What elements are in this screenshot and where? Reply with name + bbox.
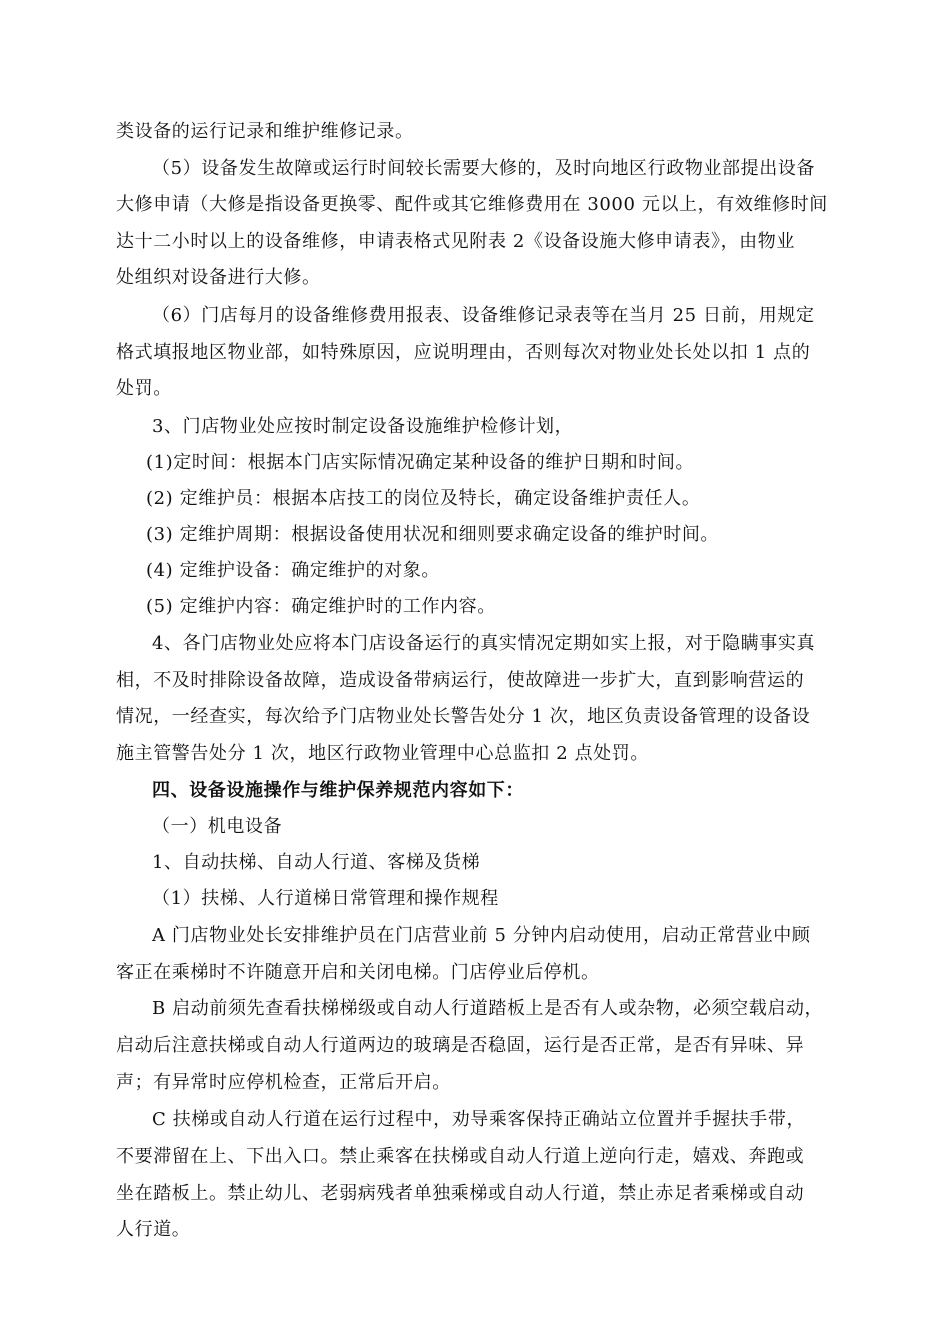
list-item: (2) 定维护员：根据本店技工的岗位及特长，确定设备维护责任人。	[146, 488, 701, 509]
list-item: (1)定时间：根据本门店实际情况确定某种设备的维护日期和时间。	[146, 452, 695, 473]
section-title: 四、设备设施操作与维护保养规范内容如下：	[152, 780, 524, 801]
text-line: 坐在踏板上。禁止幼儿、老弱病残者单独乘梯或自动人行道，禁止赤足者乘梯或自动	[116, 1183, 805, 1204]
list-item: (3) 定维护周期：根据设备使用状况和细则要求确定设备的维护时间。	[146, 524, 720, 545]
section-heading: 3、门店物业处应按时制定设备设施维护检修计划，	[152, 416, 574, 437]
text-line: 大修申请（大修是指设备更换零、配件或其它维修费用在 3000 元以上，有效维修时间	[116, 194, 828, 215]
text-line: 相，不及时排除设备故障，造成设备带病运行，使故障进一步扩大，直到影响营运的	[116, 670, 805, 691]
text-line: 达十二小时以上的设备维修，申请表格式见附表 2《设备设施大修申请表》，由物业	[116, 231, 795, 252]
text-line: 处罚。	[116, 378, 172, 399]
text-line: 4、各门店物业处应将本门店设备运行的真实情况定期如实上报，对于隐瞒事实真	[152, 633, 816, 654]
list-item: (5) 定维护内容：确定维护时的工作内容。	[146, 596, 496, 617]
text-line: 启动后注意扶梯或自动人行道两边的玻璃是否稳固，运行是否正常，是否有异味、异	[116, 1035, 805, 1056]
text-line: A 门店物业处长安排维护员在门店营业前 5 分钟内启动使用，启动正常营业中顾	[152, 925, 811, 946]
text-line: （6）门店每月的设备维修费用报表、设备维修记录表等在当月 25 日前，用规定	[152, 305, 815, 326]
text-line: C 扶梯或自动人行道在运行过程中，劝导乘客保持正确站立位置并手握扶手带，	[152, 1109, 806, 1130]
text-line: 类设备的运行记录和维护维修记录。	[116, 121, 414, 142]
list-item: (4) 定维护设备：确定维护的对象。	[146, 560, 441, 581]
subsection-title: （1）扶梯、人行道梯日常管理和操作规程	[152, 888, 499, 909]
text-line: 人行道。	[116, 1219, 191, 1240]
subsection-title: 1、自动扶梯、自动人行道、客梯及货梯	[152, 852, 481, 873]
text-line: 情况，一经查实，每次给予门店物业处长警告处分 1 次，地区负责设备管理的设备设	[116, 706, 811, 727]
text-line: 声；有异常时应停机检查，正常后开启。	[116, 1072, 451, 1093]
text-line: 施主管警告处分 1 次，地区行政物业管理中心总监扣 2 点处罚。	[116, 743, 649, 764]
text-line: 处组织对设备进行大修。	[116, 267, 321, 288]
text-line: 不要滞留在上、下出入口。禁止乘客在扶梯或自动人行道上逆向行走，嬉戏、奔跑或	[116, 1146, 805, 1167]
text-line: 客正在乘梯时不许随意开启和关闭电梯。门店停业后停机。	[116, 962, 600, 983]
text-line: （5）设备发生故障或运行时间较长需要大修的，及时向地区行政物业部提出设备	[152, 158, 816, 179]
subsection-title: （一）机电设备	[152, 816, 283, 837]
text-line: 格式填报地区物业部，如特殊原因，应说明理由，否则每次对物业处长处以扣 1 点的	[116, 342, 811, 363]
text-line: B 启动前须先查看扶梯梯级或自动人行道踏板上是否有人或杂物，必须空载启动，	[152, 998, 824, 1019]
